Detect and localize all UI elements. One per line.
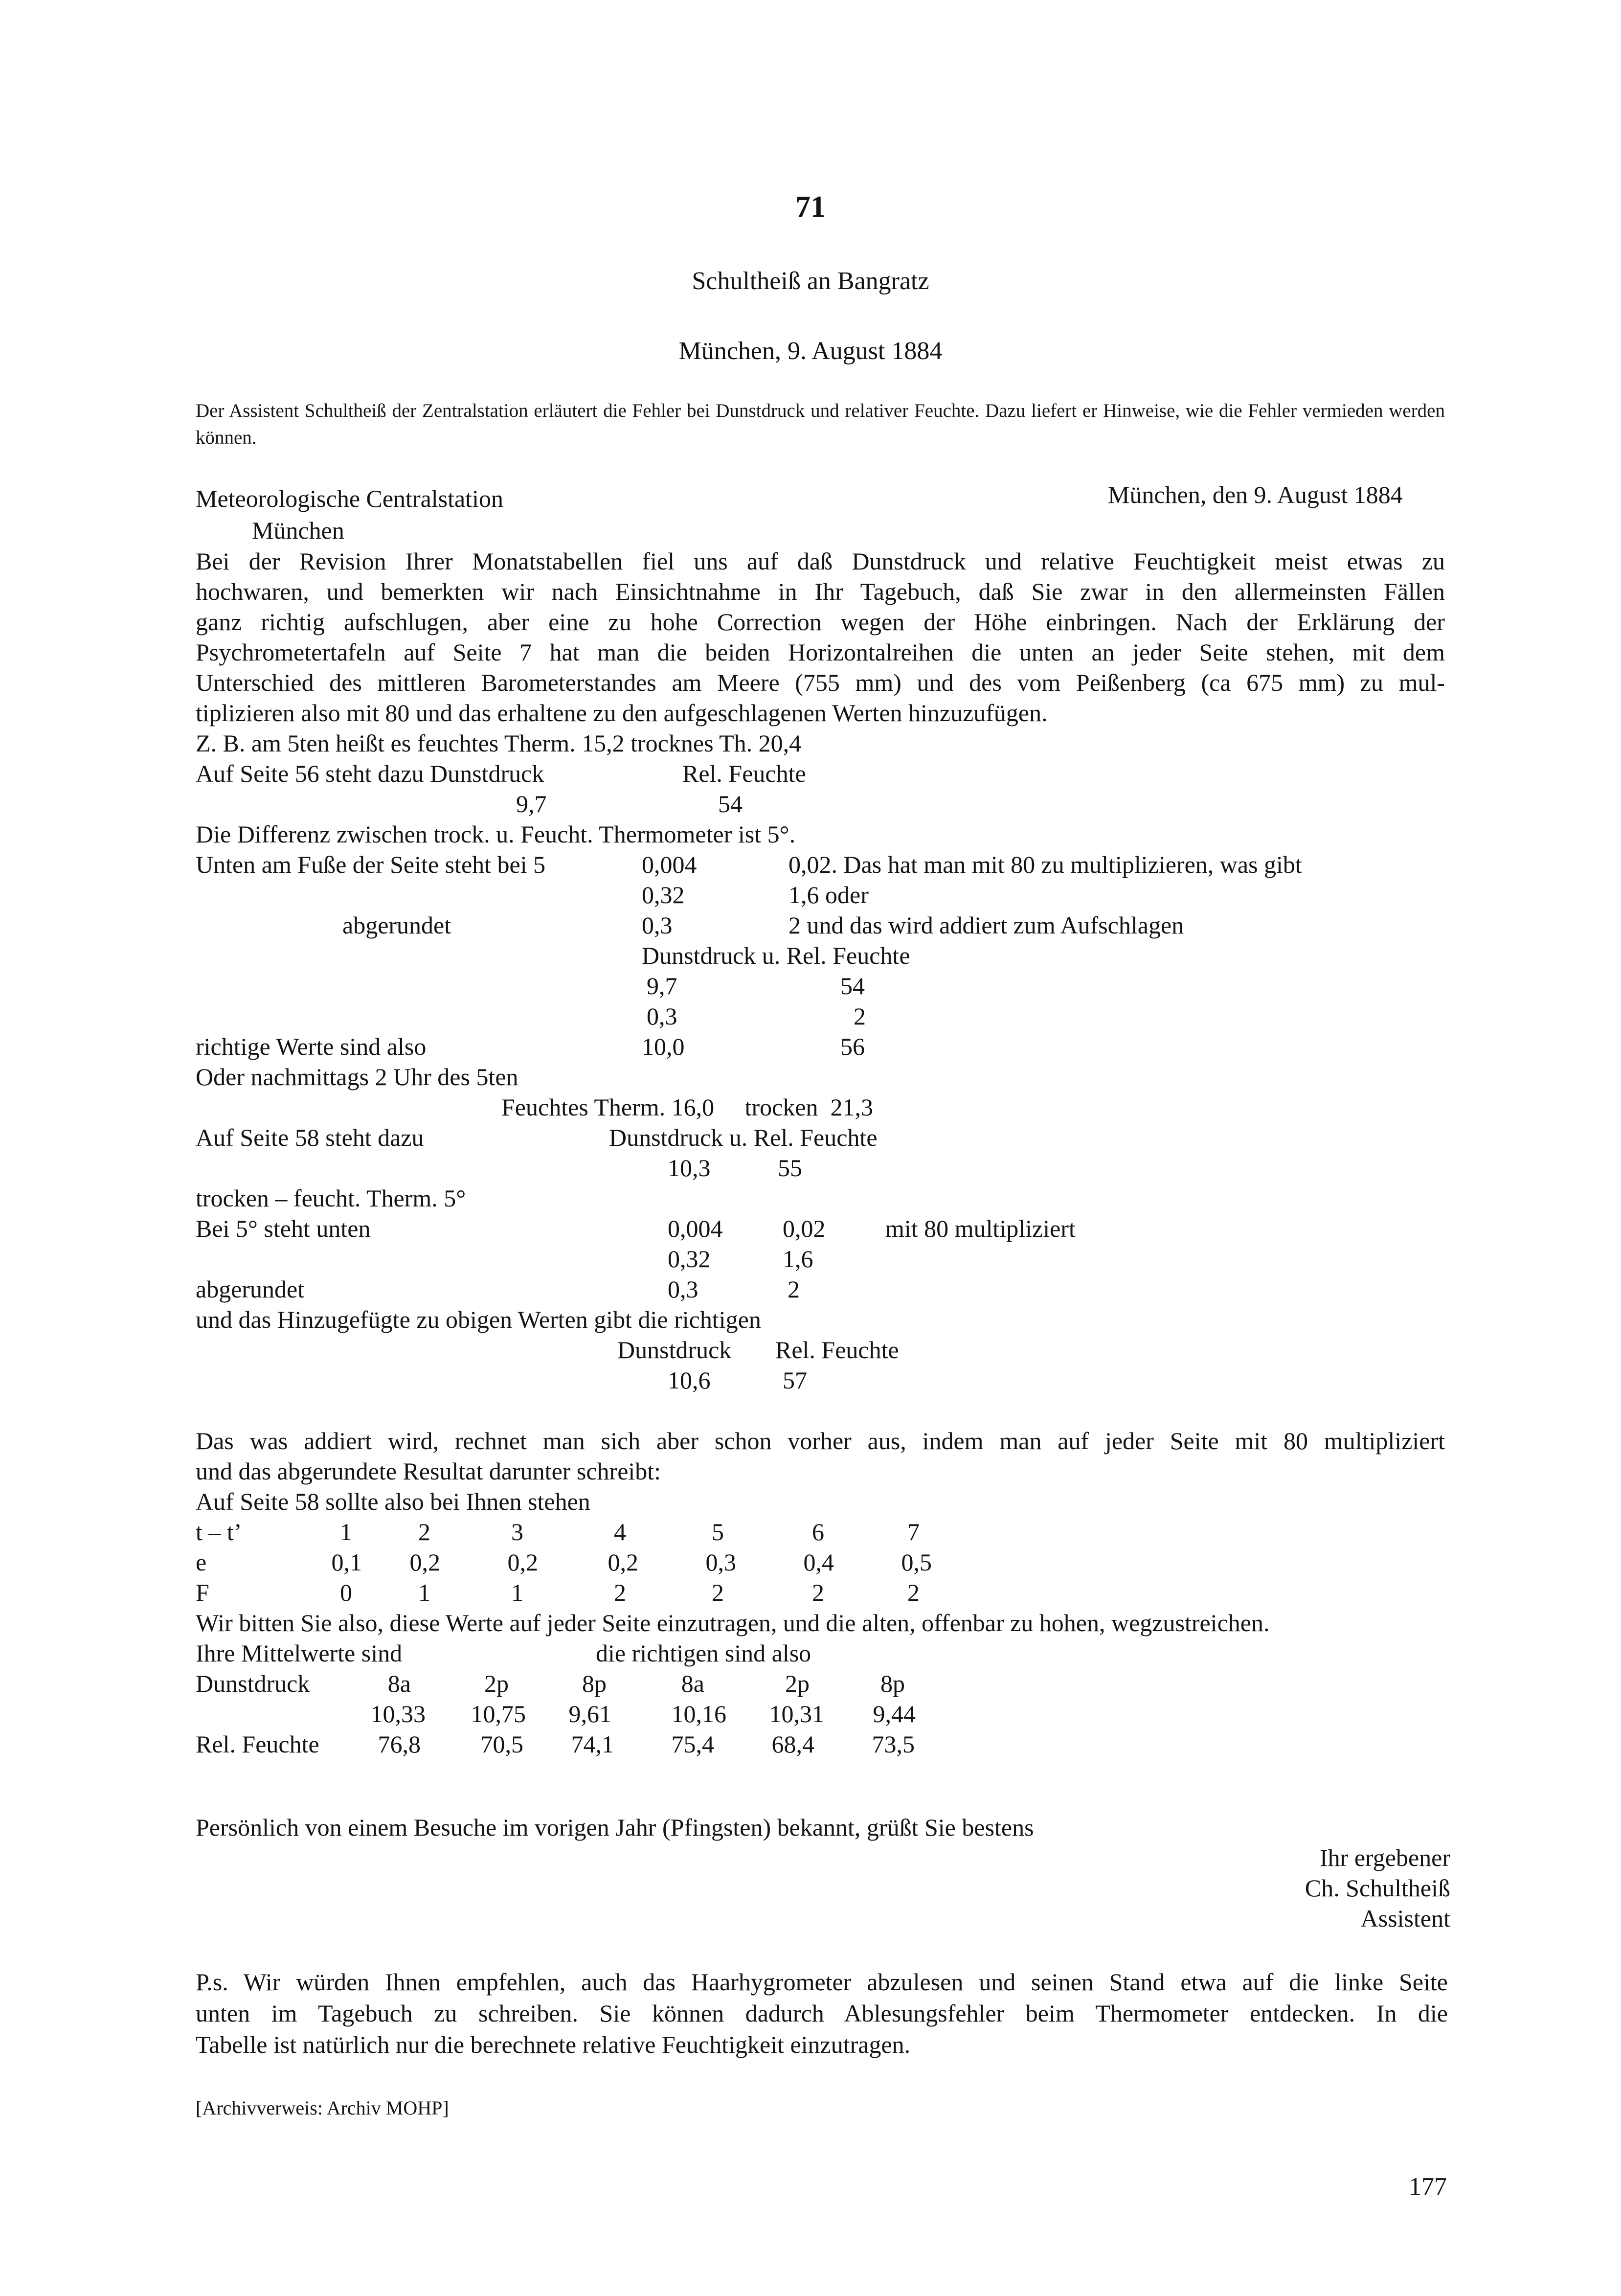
- example2-value: Rel. Feuchte: [775, 1336, 899, 1364]
- example2-value: Dunstdruck: [617, 1336, 732, 1364]
- rule-line: Das was addiert wird, rechnet man sich aber schon vorher aus, indem man auf jeder Seite mit 80 multipliziert: [196, 1427, 1445, 1455]
- example2-value: 1,6: [783, 1245, 813, 1273]
- example1-value: 56: [840, 1033, 865, 1060]
- means-dunstdruck-cell: 9,61: [568, 1700, 611, 1728]
- example2-line: Feuchtes Therm. 16,0 trocken 21,3: [501, 1093, 874, 1121]
- intro-line: hochwaren, und bemerkten wir nach Einsichtnahme in Ihr Tagebuch, daß Sie zwar in den allermeinsten Fällen: [196, 578, 1445, 605]
- example1-value: 54: [840, 972, 865, 1000]
- table1-cell: 6: [812, 1518, 824, 1546]
- means-header: 8p: [582, 1670, 607, 1697]
- editorial-summary: Der Assistent Schultheiß der Zentralstation erläutert die Fehler bei Dunstdruck und relativer Feuchte. Dazu liefert er Hinweise, wie die Fehler vermieden werden können.: [196, 400, 1445, 448]
- table1-cell: 2: [712, 1579, 724, 1606]
- example2-value: 57: [783, 1366, 807, 1394]
- means-dunstdruck-cell: 9,44: [873, 1700, 916, 1728]
- intro-line: Bei der Revision Ihrer Monatstabellen fiel uns auf daß Dunstdruck und relative Feuchtigkeit meist etwas zu: [196, 547, 1445, 575]
- example1-value: 1,6 oder: [788, 881, 869, 909]
- page-number: 177: [1409, 2173, 1447, 2201]
- example1-value: 0,3: [647, 1002, 677, 1030]
- example2-line: Bei 5° steht unten: [196, 1215, 371, 1242]
- means-row-label: Rel. Feuchte: [196, 1730, 319, 1758]
- example2-value: Dunstdruck u. Rel. Feuchte: [609, 1124, 878, 1151]
- means-header: 8a: [387, 1670, 411, 1697]
- means-feuchte-cell: 74,1: [571, 1730, 614, 1758]
- example1-line: Z. B. am 5ten heißt es feuchtes Therm. 15,2 trocknes Th. 20,4: [196, 729, 802, 757]
- table1-cell: 0,5: [901, 1548, 932, 1576]
- table1-cell: 0,2: [507, 1548, 538, 1576]
- means-header: 8p: [880, 1670, 905, 1697]
- example1-value: 9,7: [516, 790, 547, 818]
- means-row-label: Dunstdruck: [196, 1670, 310, 1697]
- example1-value: 0,004: [642, 851, 697, 878]
- example2-line: und das Hinzugefügte zu obigen Werten gibt die richtigen: [196, 1306, 761, 1333]
- example2-value: 10,6: [668, 1366, 711, 1394]
- document-title: Schultheiß an Bangratz: [692, 267, 929, 295]
- example1-value: 0,32: [642, 881, 685, 909]
- example2-line: Oder nachmittags 2 Uhr des 5ten: [196, 1063, 518, 1091]
- closing-line: Persönlich von einem Besuche im vorigen Jahr (Pfingsten) bekannt, grüßt Sie bestens: [196, 1814, 1034, 1841]
- means-feuchte-cell: 76,8: [378, 1730, 421, 1758]
- postscript-line: Tabelle ist natürlich nur die berechnete relative Feuchtigkeit einzutragen.: [196, 2031, 911, 2058]
- table1-row-label: F: [196, 1579, 209, 1606]
- example1-value: Rel. Feuchte: [682, 760, 806, 787]
- request-line: Wir bitten Sie also, diese Werte auf jeder Seite einzutragen, und die alten, offenbar zu hohen, wegzustreichen.: [196, 1609, 1270, 1637]
- letterhead-sender: Meteorologische Centralstation: [196, 485, 504, 512]
- example2-value: mit 80 multipliziert: [885, 1215, 1076, 1242]
- intro-line: ganz richtig aufschlugen, aber eine zu hohe Correction wegen der Höhe einbringen. Nach der Erklärung der: [196, 608, 1445, 636]
- table1-cell: 0,2: [608, 1548, 638, 1576]
- letterhead-city: München: [252, 517, 344, 544]
- means-header: 2p: [484, 1670, 509, 1697]
- example2-value: 0,32: [668, 1245, 711, 1273]
- example1-value: 2 und das wird addiert zum Aufschlagen: [788, 911, 1184, 939]
- intro-line: tiplizieren also mit 80 und das erhaltene zu den aufgeschlagenen Werten hinzuzufügen.: [196, 699, 1048, 727]
- example1-line: richtige Werte sind also: [196, 1033, 427, 1060]
- signature-role: Assistent: [1360, 1905, 1450, 1932]
- table1-cell: 2: [614, 1579, 626, 1606]
- table1-cell: 1: [511, 1579, 523, 1606]
- example1-line: abgerundet: [342, 911, 451, 939]
- means-feuchte-cell: 68,4: [771, 1730, 814, 1758]
- example2-line: trocken – feucht. Therm. 5°: [196, 1184, 466, 1212]
- means-dunstdruck-cell: 10,31: [769, 1700, 824, 1728]
- example1-value: 2: [854, 1002, 866, 1030]
- table1-cell: 2: [418, 1518, 430, 1546]
- example2-value: 2: [788, 1275, 800, 1303]
- postscript-line: P.s. Wir würden Ihnen empfehlen, auch das Haarhygrometer abzulesen und seinen Stand etwa auf die linke Seite: [196, 1968, 1448, 1996]
- table1-cell: 0,3: [705, 1548, 736, 1576]
- table1-cell: 1: [418, 1579, 430, 1606]
- means-dunstdruck-cell: 10,33: [370, 1700, 426, 1728]
- means-header: 2p: [785, 1670, 810, 1697]
- example1-line: Auf Seite 56 steht dazu Dunstdruck: [196, 760, 544, 787]
- means-dunstdruck-cell: 10,75: [471, 1700, 526, 1728]
- example2-value: 55: [778, 1154, 802, 1182]
- document-number: 71: [795, 190, 826, 224]
- example1-value: Dunstdruck u. Rel. Feuchte: [642, 942, 910, 969]
- table1-cell: 2: [907, 1579, 920, 1606]
- example2-line: abgerundet: [196, 1275, 305, 1303]
- rule-line: und das abgerundete Resultat darunter schreibt:: [196, 1457, 661, 1485]
- example1-line: Die Differenz zwischen trock. u. Feucht. Thermometer ist 5°.: [196, 820, 796, 848]
- table1-cell: 0,1: [331, 1548, 362, 1576]
- example1-value: 0,02. Das hat man mit 80 zu multiplizieren, was gibt: [788, 851, 1302, 878]
- table1-cell: 3: [511, 1518, 523, 1546]
- example1-value: 9,7: [647, 972, 677, 1000]
- letterhead-date: München, den 9. August 1884: [1108, 481, 1403, 508]
- example2-value: 0,004: [668, 1215, 723, 1242]
- table1-row-label: t – t’: [196, 1518, 242, 1546]
- table1-cell: 2: [812, 1579, 824, 1606]
- archive-reference: [Archivverweis: Archiv MOHP]: [196, 2097, 449, 2119]
- table1-cell: 7: [907, 1518, 920, 1546]
- example1-value: 10,0: [642, 1033, 685, 1060]
- table1-intro: Auf Seite 58 sollte also bei Ihnen stehen: [196, 1488, 590, 1515]
- signature-greeting: Ihr ergebener: [1320, 1844, 1450, 1871]
- means-header: 8a: [681, 1670, 704, 1697]
- means-label-right: die richtigen sind also: [596, 1639, 811, 1667]
- means-feuchte-cell: 70,5: [480, 1730, 523, 1758]
- example1-value: 54: [718, 790, 743, 818]
- table1-cell: 4: [614, 1518, 626, 1546]
- table1-cell: 1: [340, 1518, 352, 1546]
- means-dunstdruck-cell: 10,16: [671, 1700, 726, 1728]
- intro-line: Psychrometertafeln auf Seite 7 hat man die beiden Horizontalreihen die unten an jeder Seite stehen, mit dem: [196, 638, 1445, 666]
- table1-cell: 0: [340, 1579, 352, 1606]
- intro-line: Unterschied des mittleren Barometerstandes am Meere (755 mm) und des vom Peißenberg (ca 675 mm) zu mul-: [196, 669, 1445, 696]
- postscript-line: unten im Tagebuch zu schreiben. Sie können dadurch Ablesungsfehler beim Thermometer entdecken. In die: [196, 2000, 1448, 2027]
- document-place-date: München, 9. August 1884: [678, 337, 943, 365]
- signature-name: Ch. Schultheiß: [1305, 1874, 1450, 1902]
- example2-line: Auf Seite 58 steht dazu: [196, 1124, 424, 1151]
- means-feuchte-cell: 75,4: [671, 1730, 714, 1758]
- table1-cell: 5: [712, 1518, 724, 1546]
- table1-row-label: e: [196, 1548, 207, 1576]
- example2-value: 10,3: [668, 1154, 711, 1182]
- table1-cell: 0,2: [409, 1548, 440, 1576]
- example2-value: 0,02: [783, 1215, 826, 1242]
- example1-line: Unten am Fuße der Seite steht bei 5: [196, 851, 546, 878]
- example2-value: 0,3: [668, 1275, 698, 1303]
- means-label-left: Ihre Mittelwerte sind: [196, 1639, 403, 1667]
- example1-value: 0,3: [642, 911, 673, 939]
- means-feuchte-cell: 73,5: [872, 1730, 915, 1758]
- table1-cell: 0,4: [803, 1548, 834, 1576]
